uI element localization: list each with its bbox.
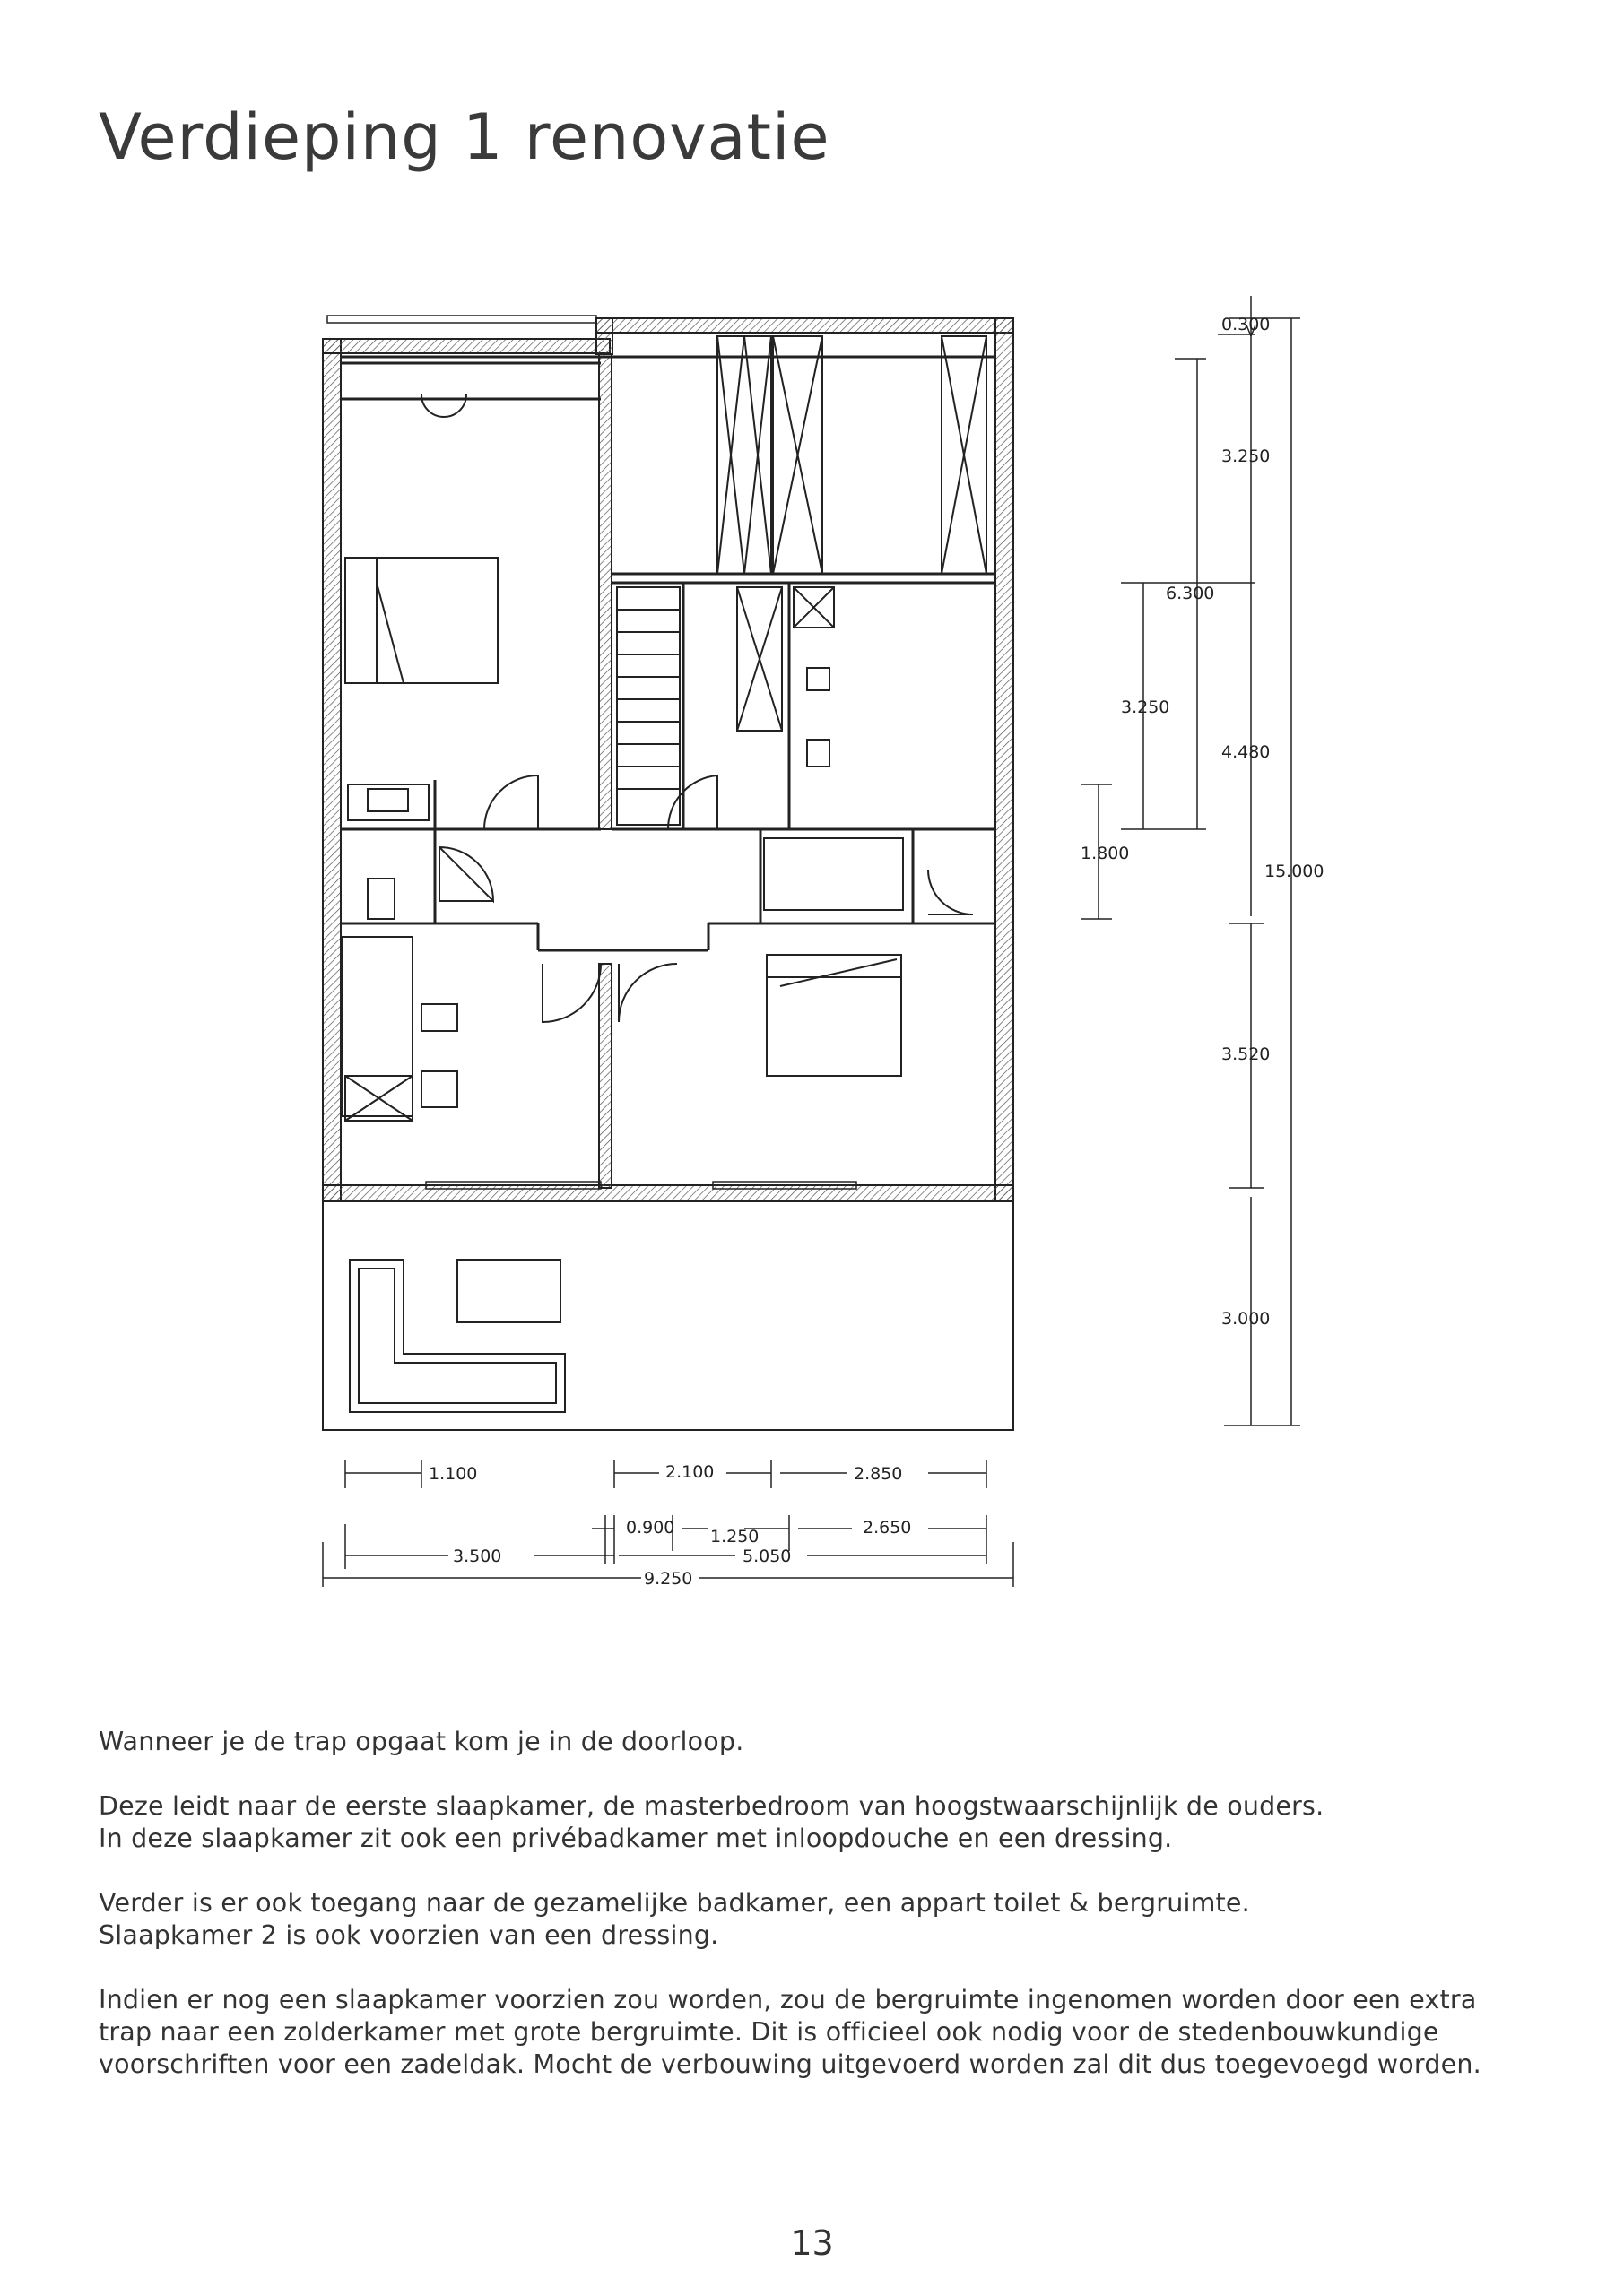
dim-h-top-left: 1.100: [429, 1464, 478, 1484]
building-walls: [323, 318, 1013, 1201]
dim-h-top-middle: 2.100: [665, 1462, 715, 1482]
dim-h-top-right: 2.850: [854, 1464, 903, 1484]
dim-h-mid-small-a: 0.900: [626, 1518, 675, 1538]
dim-h-bottom-left: 3.500: [453, 1547, 502, 1566]
dim-h-mid-right: 2.650: [863, 1518, 912, 1538]
page-number: 13: [790, 2223, 834, 2263]
dim-v-upper-total: 6.300: [1166, 584, 1215, 603]
description-text: [99, 1726, 1533, 2113]
bed-second: [767, 955, 901, 1076]
dim-v-upper-left: 3.250: [1121, 697, 1170, 717]
door-swings: [421, 394, 973, 1022]
dim-v-lower: 3.520: [1221, 1044, 1271, 1064]
terrace: [323, 1201, 1013, 1430]
paragraph-2: Deze leidt naar de eerste slaapkamer, de masterbedroom van hoogstwaarschijnlijk de ouders. In deze slaapkamer zit ook een privébadkamer met inloopdouche en een dressing.: [99, 1791, 1324, 1853]
dim-h-mid-small-b: 1.250: [710, 1527, 760, 1547]
dim-v-middle-right: 4.480: [1221, 742, 1271, 762]
dim-h-overall: 9.250: [644, 1569, 693, 1589]
paragraph-1: Wanneer je de trap opgaat kom je in de doorloop.: [99, 1727, 744, 1756]
dim-v-upper-right: 3.250: [1221, 446, 1271, 466]
windows: [327, 316, 856, 1189]
wardrobe-units: [717, 336, 986, 731]
dim-v-top: 0.300: [1221, 315, 1271, 334]
dim-v-overall: 15.000: [1264, 862, 1324, 881]
bed-master: [345, 558, 498, 683]
bathroom-fixtures: [343, 668, 903, 1121]
paragraph-4: Indien er nog een slaapkamer voorzien zou worden, zou de bergruimte ingenomen worden door een extra trap naar een zolderkamer met grote bergruimte. Dit is officieel ook nodig voor de stedenbouwkundige voorschriften voor een zadeldak. Mocht de verbouwing uitgevoerd worden zal dit dus toegevoegd worden.: [99, 1985, 1481, 2079]
dim-v-left-small: 1.800: [1081, 844, 1130, 863]
staircase: [617, 587, 680, 825]
page-title: Verdieping 1 renovatie: [99, 100, 830, 174]
dim-h-bottom-right: 5.050: [743, 1547, 792, 1566]
dim-v-terrace: 3.000: [1221, 1309, 1271, 1329]
paragraph-3: Verder is er ook toegang naar de gezamelijke badkamer, een appart toilet & bergruimte. Slaapkamer 2 is ook voorzien van een dressing.: [99, 1888, 1250, 1950]
